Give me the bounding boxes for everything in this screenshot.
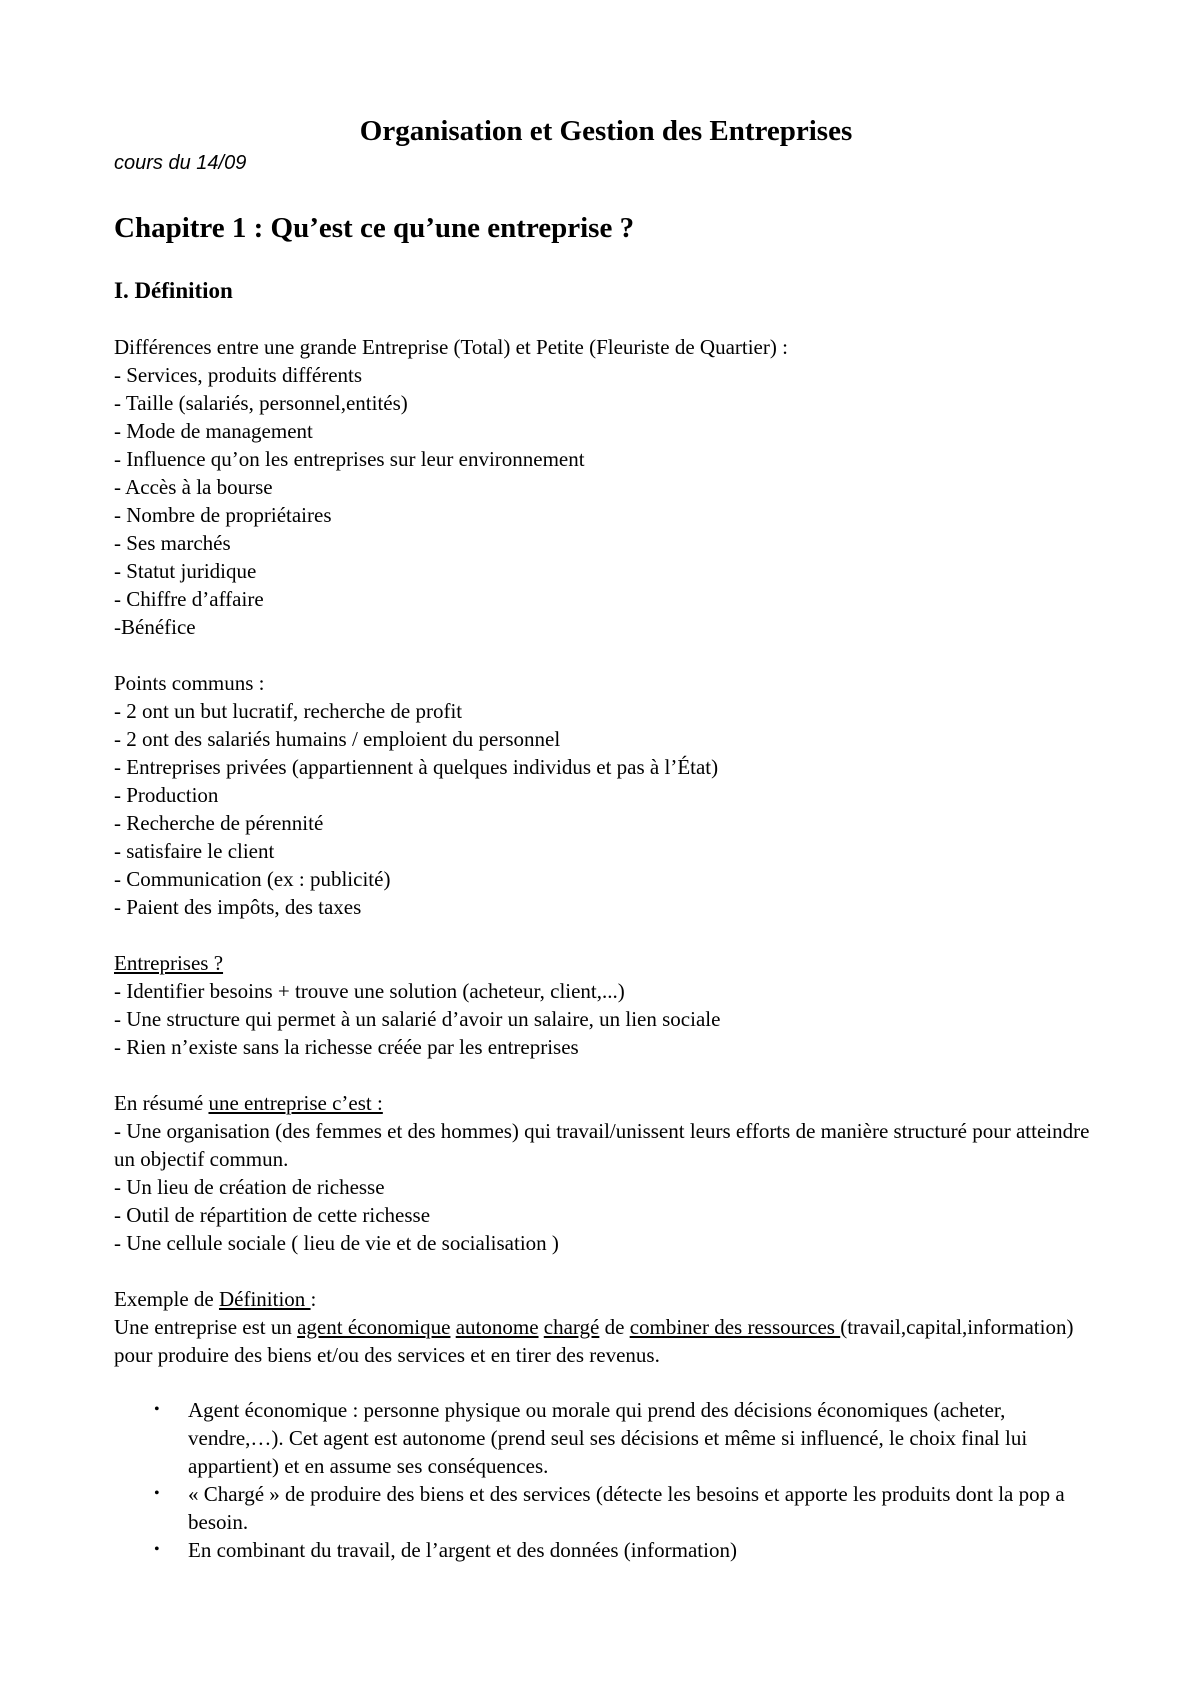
entreprises-heading [114,949,1090,977]
list-item: - Une structure qui permet à un salarié d’avoir un salaire, un lien sociale [114,1007,721,1031]
differences-intro: Différences entre une grande Entreprise (Total) et Petite (Fleuriste de Quartier) : [114,335,788,359]
definition-paragraph [114,1313,1090,1369]
bullet-text: En combinant du travail, de l’argent et des données (information) [188,1538,737,1562]
resume-block [114,1089,1090,1257]
list-item: - Chiffre d’affaire [114,587,264,611]
list-item: -Bénéfice [114,615,196,639]
list-item: - satisfaire le client [114,839,275,863]
list-item: - Accès à la bourse [114,475,273,499]
resume-lead: En résumé [114,1091,209,1115]
list-item: - Statut juridique [114,559,257,583]
list-item: - Influence qu’on les entreprises sur leur environnement [114,447,585,471]
bullet-item [114,1480,1090,1536]
bullet-item [114,1396,1090,1480]
list-item: - Entreprises privées (appartiennent à quelques individus et pas à l’État) [114,755,719,779]
definition-text: de [599,1315,630,1339]
exemple-lead-end: : [310,1287,317,1311]
list-item: - 2 ont des salariés humains / emploient du personnel [114,727,561,751]
definition-term-agent: agent économique [297,1315,451,1339]
resume-heading [114,1089,1090,1117]
list-item: - Mode de management [114,419,313,443]
list-item: - Recherche de pérennité [114,811,324,835]
list-item: - Outil de répartition de cette richesse [114,1203,431,1227]
entreprises-heading-text: Entreprises ? [114,951,224,975]
list-item: - Nombre de propriétaires [114,503,332,527]
entreprises-block [114,949,1090,1061]
exemple-lead: Exemple de [114,1287,219,1311]
list-item: - Une organisation (des femmes et des hommes) qui travail/unissent leurs efforts de manière structuré pour atteindre un objectif commun. [114,1119,1090,1171]
list-item: - Production [114,783,219,807]
list-item: - Identifier besoins + trouve une solution (acheteur, client,...) [114,979,625,1003]
exemple-heading [114,1285,1090,1313]
bullet-icon: • [154,1401,160,1418]
points-communs-intro: Points communs : [114,671,265,695]
definition-term-charge: chargé [543,1315,600,1339]
course-date: cours du 14/09 [114,152,247,174]
exemple-lead-underlined: Définition [218,1287,311,1311]
bullet-icon: • [154,1541,160,1558]
resume-lead-underlined: une entreprise c’est : [208,1091,383,1115]
definition-text: (travail,capital,information) pour produire des biens et/ou des services et en tirer des revenus. [114,1315,1074,1367]
bullet-text: « Chargé » de produire des biens et des services (détecte les besoins et apporte les produits dont la pop a besoin. [188,1482,1065,1534]
list-item: - Services, produits différents [114,363,363,387]
section-heading: I. Définition [114,278,233,303]
exemple-block [114,1285,1090,1369]
bullet-item [114,1536,1090,1564]
bullet-icon: • [154,1485,160,1502]
list-item: - Une cellule sociale ( lieu de vie et de socialisation ) [114,1231,559,1255]
list-item: - Rien n’existe sans la richesse créée par les entreprises [114,1035,579,1059]
list-item: - Communication (ex : publicité) [114,867,391,891]
list-item: - Paient des impôts, des taxes [114,895,362,919]
chapter-heading: Chapitre 1 : Qu’est ce qu’une entreprise ? [114,212,635,244]
list-item: - Taille (salariés, personnel,entités) [114,391,408,415]
points-communs-block [114,669,1090,921]
bullet-text: Agent économique : personne physique ou morale qui prend des décisions économiques (acheter, vendre,…). Cet agent est autonome (prend seul ses décisions et même si influencé, le choix final lui appartient) et en assume ses conséquences. [188,1398,1028,1478]
list-item: - Un lieu de création de richesse [114,1175,385,1199]
definition-text: Une entreprise est un [114,1315,298,1339]
definition-term-autonome: autonome [455,1315,539,1339]
bullet-list [114,1396,1090,1564]
document-title: Organisation et Gestion des Entreprises [359,115,853,147]
definition-term-ressources: combiner des ressources [629,1315,841,1339]
list-item: - 2 ont un but lucratif, recherche de profit [114,699,463,723]
differences-block [114,333,1090,641]
list-item: - Ses marchés [114,531,231,555]
